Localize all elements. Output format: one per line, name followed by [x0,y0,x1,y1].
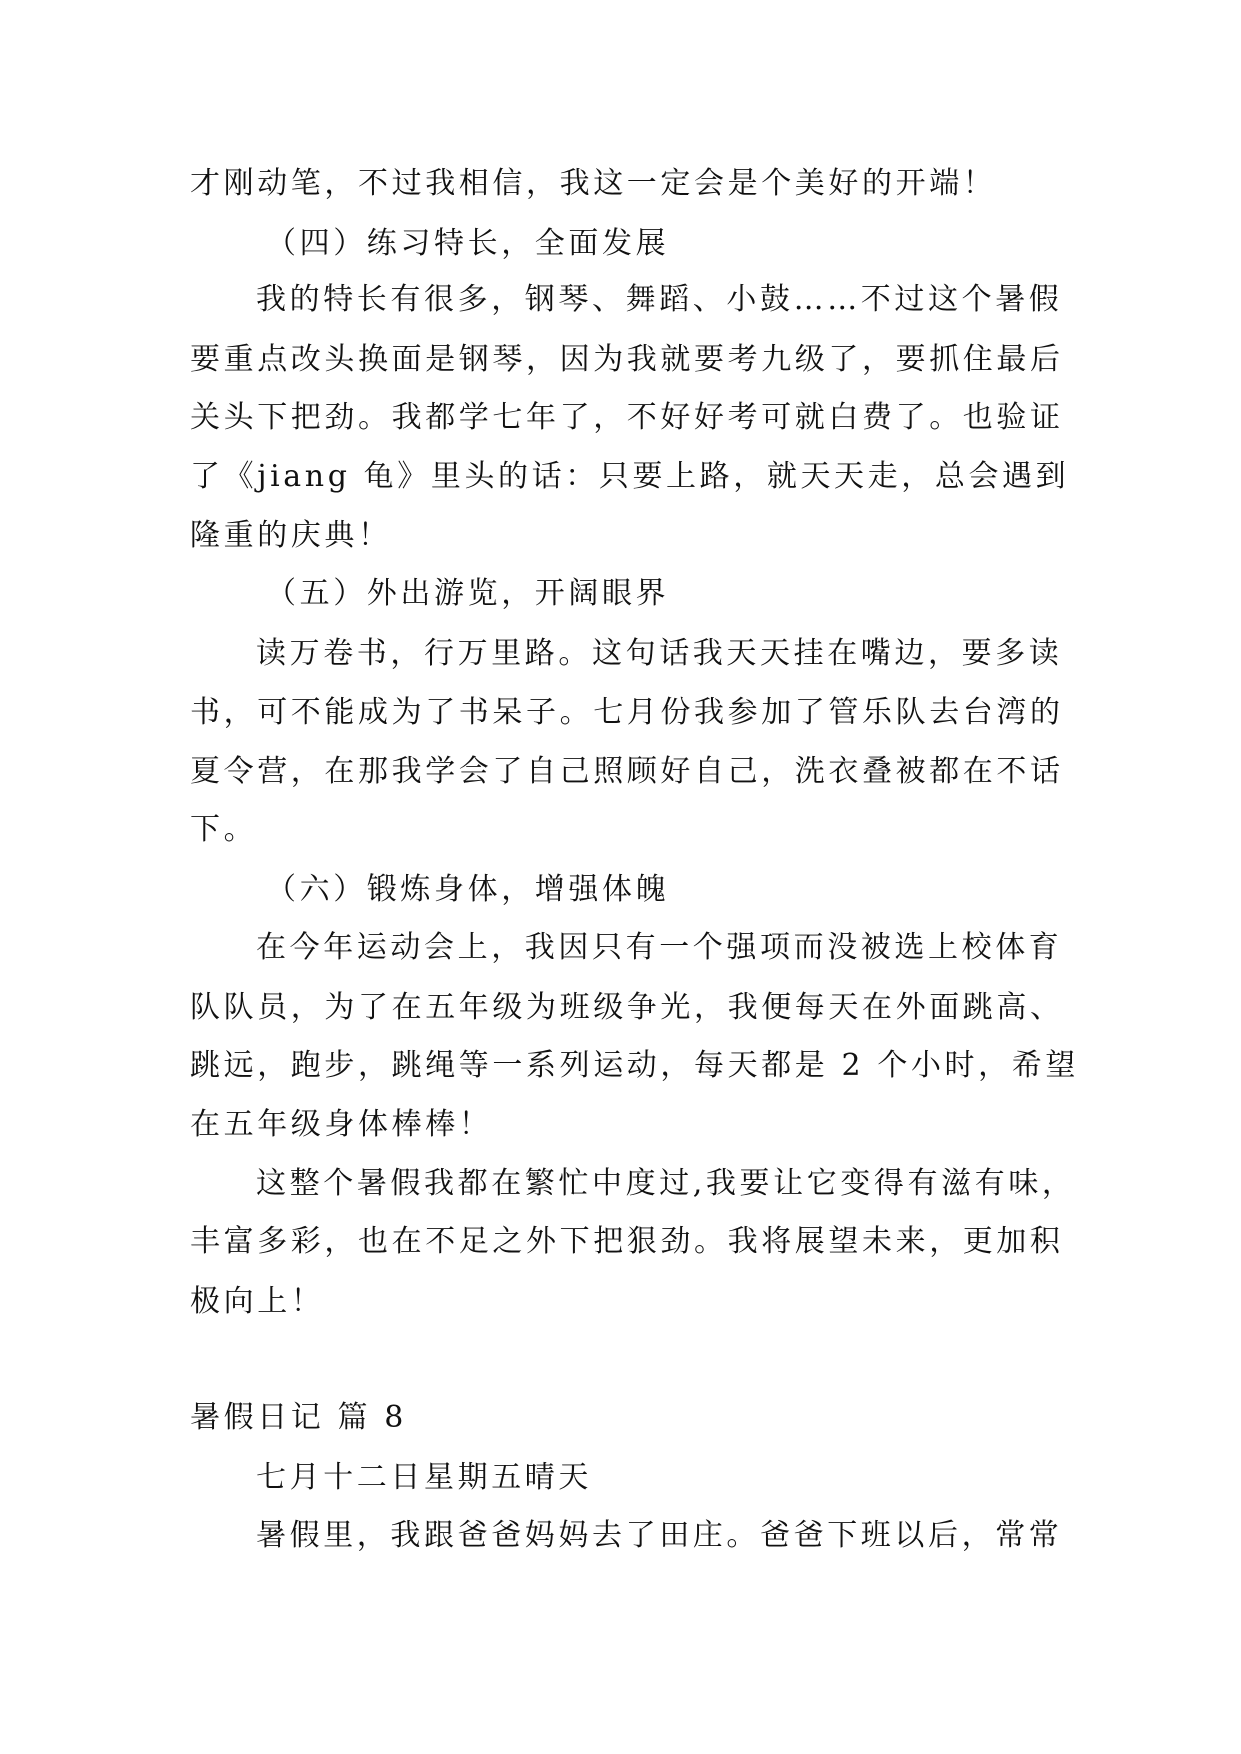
paragraph-line: 读万卷书，行万里路。这句话我天天挂在嘴边，要多读 [256,636,1063,671]
paragraph-line: 了《jiang 龟》里头的话：只要上路，就天天走，总会遇到 [190,459,1070,494]
paragraph-line: 关头下把劲。我都学七年了，不好好考可就白费了。也验证 [190,400,1064,435]
paragraph-line: 这整个暑假我都在繁忙中度过,我要让它变得有滋有味， [256,1166,1076,1201]
section-heading-6: （六）锻炼身体，增强体魄 [266,872,670,907]
paragraph-line: 暑假里，我跟爸爸妈妈去了田庄。爸爸下班以后，常常 [256,1518,1063,1553]
paragraph-line: 队队员，为了在五年级为班级争光，我便每天在外面跳高、 [190,990,1064,1025]
paragraph-line: 在五年级身体棒棒！ [190,1107,493,1142]
section-heading-5: （五）外出游览，开阔眼界 [266,576,670,611]
paragraph-line: 夏令营，在那我学会了自己照顾好自己，洗衣叠被都在不话 [190,754,1064,789]
paragraph-line: 我的特长有很多，钢琴、舞蹈、小鼓……不过这个暑假 [256,282,1063,317]
paragraph-line: 下。 [190,812,258,847]
paragraph-line: 极向上！ [190,1284,325,1319]
section-heading-4: （四）练习特长，全面发展 [266,226,670,261]
paragraph-line: 书，可不能成为了书呆子。七月份我参加了管乐队去台湾的 [190,695,1064,730]
paragraph-line: 在今年运动会上，我因只有一个强项而没被选上校体育 [256,930,1063,965]
paragraph-line: 跳远，跑步，跳绳等一系列运动，每天都是 2 个小时，希望 [190,1048,1079,1083]
paragraph-line: 丰富多彩，也在不足之外下把狠劲。我将展望未来，更加积 [190,1224,1064,1259]
paragraph-line: 才刚动笔，不过我相信，我这一定会是个美好的开端！ [190,166,997,201]
paragraph-line: 要重点改头换面是钢琴，因为我就要考九级了，要抓住最后 [190,342,1064,377]
diary-date: 七月十二日星期五晴天 [256,1460,592,1495]
paragraph-line: 隆重的庆典！ [190,518,392,553]
diary-title: 暑假日记 篇 8 [190,1400,407,1435]
